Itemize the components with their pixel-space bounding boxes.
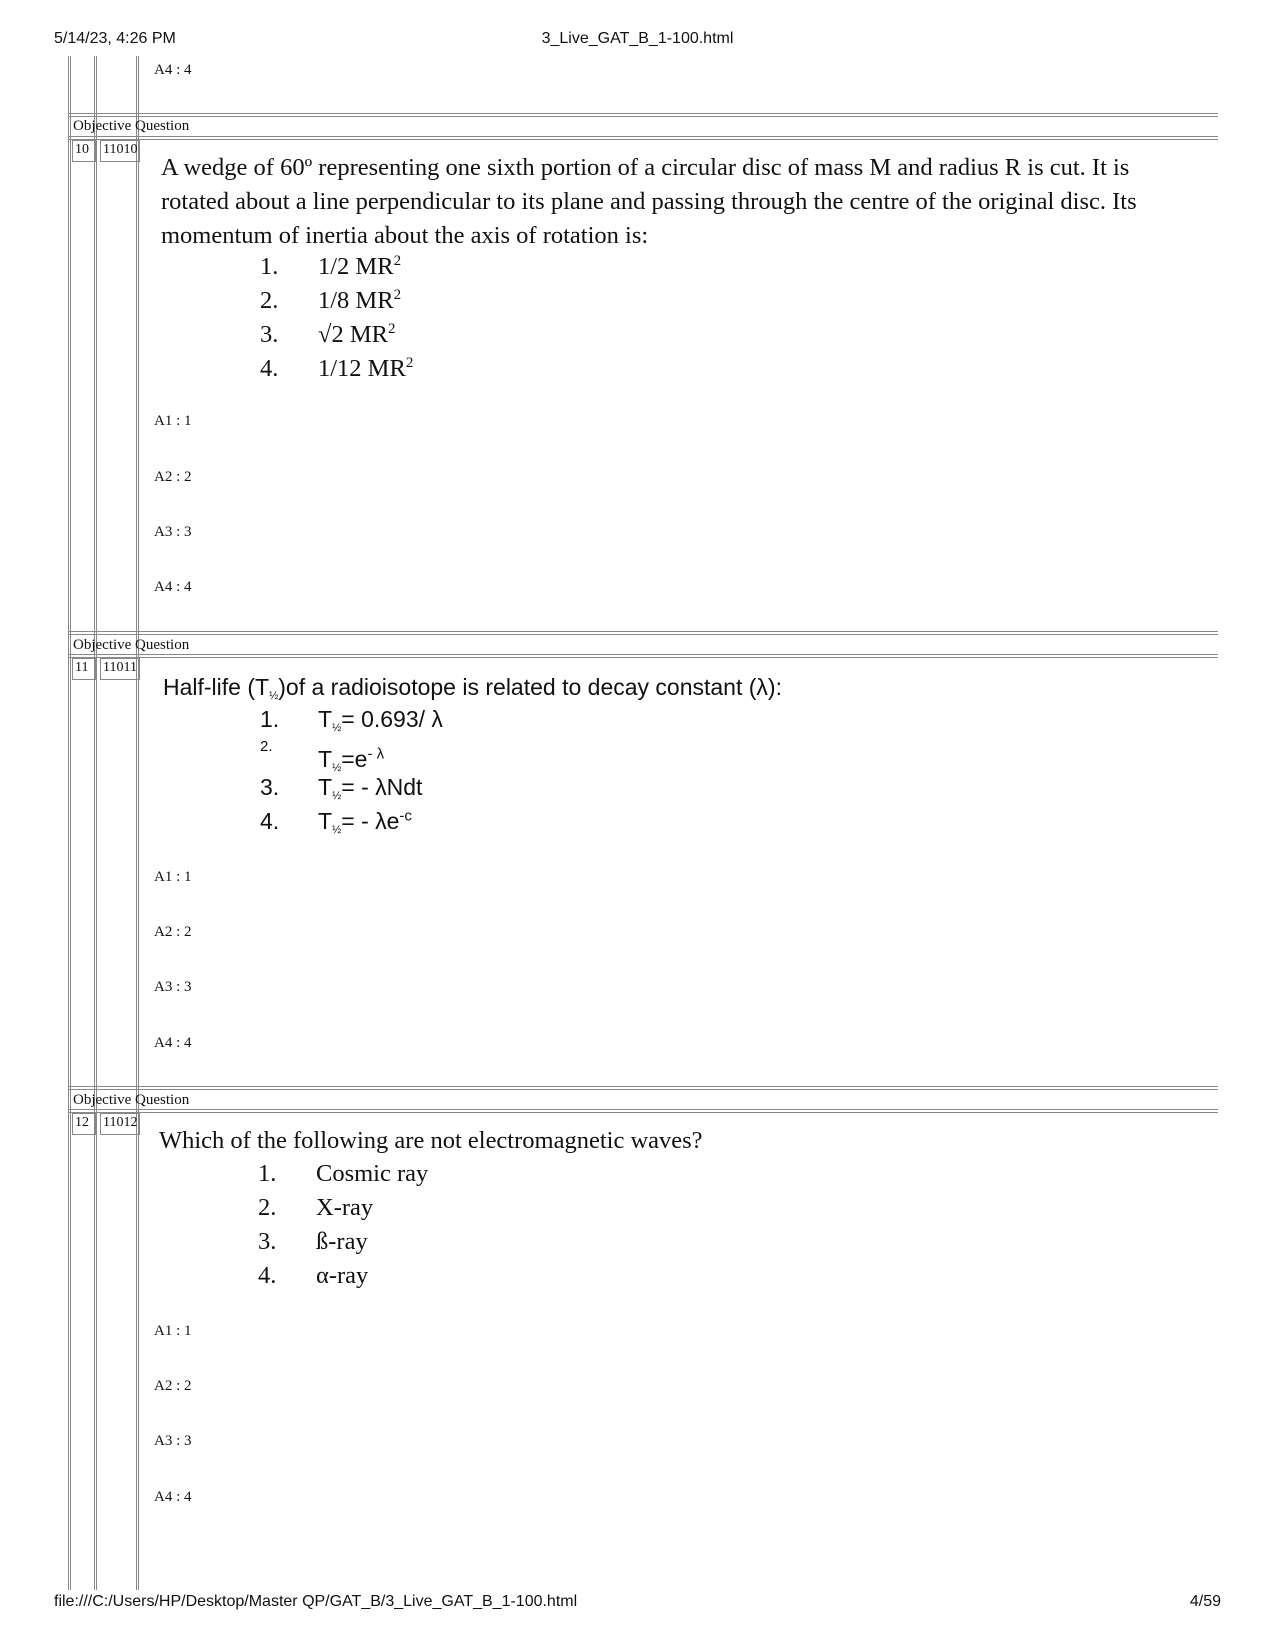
print-file-path: file:///C:/Users/HP/Desktop/Master QP/GAT_B/3_Live_GAT_B_1-100.html (54, 1593, 578, 1610)
question-number: 11 (72, 658, 96, 680)
row-divider (68, 654, 1218, 658)
option-item: 1. Cosmic ray (258, 1160, 429, 1187)
question-text: Which of the following are not electromagnetic waves? (159, 1127, 703, 1154)
option-item: 3. ß-ray (258, 1228, 368, 1255)
answer-option: A2 : 2 (154, 469, 192, 485)
question-table (68, 56, 1218, 1590)
row-divider (68, 113, 1218, 117)
question-id: 11010 (100, 140, 140, 162)
question-options (260, 250, 413, 386)
table-column-divider (136, 56, 139, 1590)
answer-option: A3 : 3 (154, 1433, 192, 1449)
section-label: Objective Question (73, 1092, 190, 1108)
row-divider (68, 136, 1218, 140)
answer-option: A2 : 2 (154, 1378, 192, 1394)
section-label: Objective Question (73, 118, 190, 134)
question-text: A wedge of 60º representing one sixth portion of a circular disc of mass M and radius R is cut. It is rotated about a line perpendicular to its plane and passing through the centre of the original disc. Its momentum of inertia about the axis of rotation is: (161, 154, 1137, 249)
question-number: 12 (72, 1113, 96, 1135)
answer-option: A3 : 3 (154, 524, 192, 540)
option-item: 3. T½= - λNdt (260, 774, 423, 802)
section-label: Objective Question (73, 637, 190, 653)
table-border-left (68, 56, 71, 1590)
option-item: 3. √2 $MR^2$ (260, 320, 396, 348)
option-item: 1. 1/2 $MR^2$ (260, 252, 402, 280)
option-item: 2. $T\frac{1}{2}=e^{- \lambda}$ (260, 738, 385, 774)
answer-option: A2 : 2 (154, 924, 192, 940)
answer-option: A4 : 4 (154, 579, 192, 595)
option-item: 1. T½= 0.693/ λ (260, 706, 443, 734)
row-divider (68, 1109, 1218, 1113)
answer-option: A4 : 4 (154, 1489, 192, 1505)
print-page-number: 4/59 (1189, 1593, 1221, 1610)
question-options (260, 702, 443, 838)
question-number: 10 (72, 140, 96, 162)
option-item: 4. T½= - $\lambda e^{-c}$ (260, 807, 412, 836)
answer-option: A1 : 1 (154, 1323, 192, 1339)
answer-option: A4 : 4 (154, 62, 192, 78)
print-title: 3_Live_GAT_B_1-100.html (541, 30, 734, 47)
option-item: 2. 1/8 $MR^2$ (260, 286, 402, 314)
answer-option: A1 : 1 (154, 869, 192, 885)
row-divider (68, 631, 1218, 635)
table-column-divider (94, 56, 97, 1590)
question-id: 11011 (100, 658, 140, 680)
question-options (258, 1157, 428, 1293)
print-datetime: 5/14/23, 4:26 PM (54, 30, 176, 47)
row-divider (68, 1086, 1218, 1090)
option-item: 4. 1/12 $MR^2$ (260, 354, 414, 382)
answer-option: A1 : 1 (154, 413, 192, 429)
answer-option: A3 : 3 (154, 979, 192, 995)
question-id: 11012 (100, 1113, 140, 1135)
option-item: 4. α-ray (258, 1262, 369, 1289)
option-item: 2. X-ray (258, 1194, 374, 1221)
answer-option: A4 : 4 (154, 1035, 192, 1051)
question-text: Half-life (T½)of a radioisotope is related to decay constant (λ): (163, 674, 782, 702)
